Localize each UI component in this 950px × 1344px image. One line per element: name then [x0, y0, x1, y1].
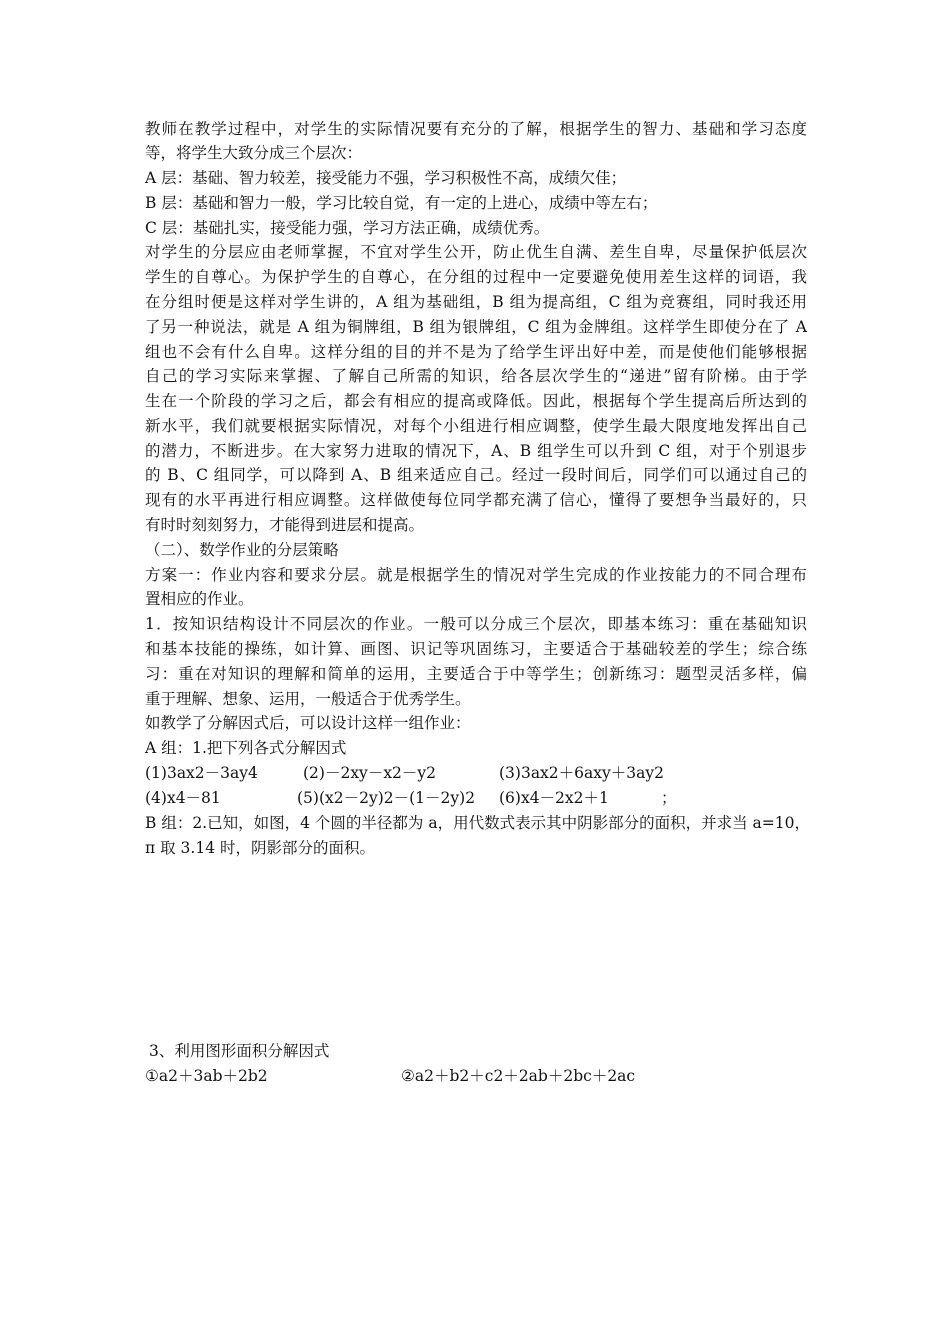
- grouping-line-2: 学生的自尊心。为保护学生的自尊心，在分组的过程中一定要避免使用差生这样的词语，我: [145, 268, 807, 286]
- point-one-line-3: 习：重在对知识的理解和简单的运用，主要适合于中等学生；创新练习：题型灵活多样，偏: [145, 665, 807, 683]
- group-b-line-2: π 取 3.14 时，阴影部分的面积。: [145, 839, 375, 857]
- exercise-4: (4)x4－81: [145, 789, 221, 807]
- exercise-5: (5)(x2－2y)2－(1－2y)2: [297, 789, 476, 807]
- item-three-q2: ②a2＋b2＋c2＋2ab＋2bc＋2ac: [401, 1067, 636, 1085]
- grouping-line-12: 有时时刻刻努力，才能得到进层和提高。: [145, 516, 425, 534]
- exercise-2: (2)－2xy－x2－y2: [303, 764, 437, 782]
- level-a: A 层：基础、智力较差，接受能力不强，学习积极性不高，成绩欠佳；: [145, 169, 627, 187]
- exercise-1: (1)3ax2－3ay4: [145, 764, 258, 782]
- grouping-line-1: 对学生的分层应由老师掌握，不宜对学生公开，防止优生自满、差生自卑，尽量保护低层次: [145, 243, 807, 261]
- intro-line-1: 教师在教学过程中，对学生的实际情况要有充分的了解，根据学生的智力、基础和学习态度: [145, 120, 807, 138]
- group-a-title: A 组：1.把下列各式分解因式: [145, 739, 347, 757]
- grouping-line-8: 新水平，我们就要根据实际情况，对每个小组进行相应调整，使学生最大限度地发挥出自己: [145, 417, 807, 435]
- example-intro: 如教学了分解因式后，可以设计这样一组作业：: [145, 714, 471, 732]
- grouping-line-6: 自己的学习实际来掌握、了解自己所需的知识，给各层次学生的“递进”留有阶梯。由于学: [145, 367, 807, 385]
- plan-one-line-1: 方案一：作业内容和要求分层。就是根据学生的情况对学生完成的作业按能力的不同合理布: [145, 566, 807, 584]
- grouping-line-5: 组也不会有什么自卑。这样分组的目的并不是为了给学生评出好中差，而是使他们能够根据: [145, 343, 807, 361]
- group-b-line-1: B 组：2.已知，如图，4 个圆的半径都为 a，用代数式表示其中阴影部分的面积，并求当 a=10，: [145, 814, 810, 832]
- grouping-line-11: 现有的水平再进行相应调整。这样做使每位同学都充满了信心，懂得了要想争当最好的，只: [145, 491, 807, 509]
- grouping-line-9: 的潜力，不断进步。在大家努力进取的情况下，A、B 组学生可以升到 C 组，对于个别退步: [145, 442, 807, 460]
- point-one-line-1: 1．按知识结构设计不同层次的作业。一般可以分成三个层次，即基本练习：重在基础知识: [145, 615, 807, 633]
- item-three-q1: ①a2＋3ab＋2b2: [145, 1067, 268, 1085]
- point-one-line-2: 和基本技能的操练，如计算、画图、识记等巩固练习，主要适合于基础较差的学生；综合练: [145, 640, 807, 658]
- exercise-semicolon: ；: [661, 789, 677, 807]
- level-c: C 层：基础扎实，接受能力强，学习方法正确，成绩优秀。: [145, 219, 550, 237]
- exercise-6: (6)x4－2x2＋1: [499, 789, 609, 807]
- point-one-line-4: 重于理解、想象、运用，一般适合于优秀学生。: [145, 690, 471, 708]
- intro-line-2: 等，将学生大致分成三个层次：: [145, 144, 363, 162]
- grouping-line-4: 了另一种说法，就是 A 组为铜牌组，B 组为银牌组，C 组为金牌组。这样学生即使分在了 A: [145, 318, 807, 336]
- plan-one-line-2: 置相应的作业。: [145, 590, 254, 608]
- grouping-line-3: 在分组时便是这样对学生讲的，A 组为基础组，B 组为提高组，C 组为竞赛组，同时我还用: [145, 293, 807, 311]
- grouping-line-10: 的 B、C 组同学，可以降到 A、B 组来适应自己。经过一段时间后，同学们可以通过自己的: [145, 466, 807, 484]
- exercise-3: (3)3ax2＋6axy＋3ay2: [499, 764, 664, 782]
- level-b: B 层：基础和智力一般，学习比较自觉，有一定的上进心，成绩中等左右；: [145, 194, 658, 212]
- grouping-line-7: 生在一个阶段的学习之后，都会有相应的提高或降低。因此，根据每个学生提高后所达到的: [145, 392, 807, 410]
- section-heading: （二）、数学作业的分层策略: [145, 541, 339, 559]
- item-three-title: 3、利用图形面积分解因式: [149, 1042, 330, 1060]
